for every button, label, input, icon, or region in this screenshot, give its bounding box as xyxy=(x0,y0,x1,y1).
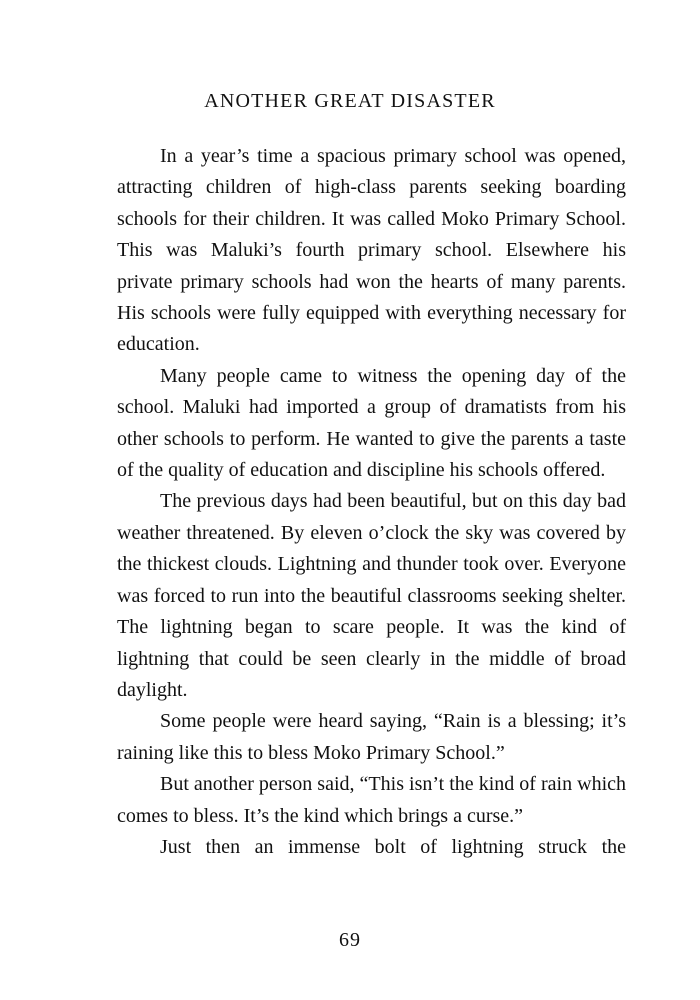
body-text xyxy=(117,141,626,863)
paragraph: But another person said, “This isn’t the kind of rain which comes to bless. It’s the kind which brings a curse.” xyxy=(117,773,626,827)
page-number: 69 xyxy=(339,929,361,951)
paragraph: Just then an immense bolt of lightning struck the xyxy=(160,835,626,858)
paragraph: The previous days had been beautiful, but on this day bad weather threatened. By eleven o’clock the sky was covered by the thickest clouds. Lightning and thunder took over. Everyone was forced to run into the beautiful classrooms seeking shelter. The lightning began to scare people. It was the kind of lightning that could be seen clearly in the middle of broad daylight. xyxy=(117,490,626,701)
paragraph: Many people came to witness the opening day of the school. Maluki had imported a group of dramatists from his other schools to perform. He wanted to give the parents a taste of the quality of education and discipline his schools offered. xyxy=(117,364,626,482)
paragraph: In a year’s time a spacious primary school was opened, attracting children of high-class parents seeking boarding schools for their children. It was called Moko Primary School. This was Maluki’s fourth primary school. Elsewhere his private primary schools had won the hearts of many parents. His schools were fully equipped with everything necessary for education. xyxy=(117,145,626,356)
running-head: ANOTHER GREAT DISASTER xyxy=(204,90,496,112)
paragraph: Some people were heard saying, “Rain is a blessing; it’s raining like this to bless Moko Primary School.” xyxy=(117,710,626,764)
